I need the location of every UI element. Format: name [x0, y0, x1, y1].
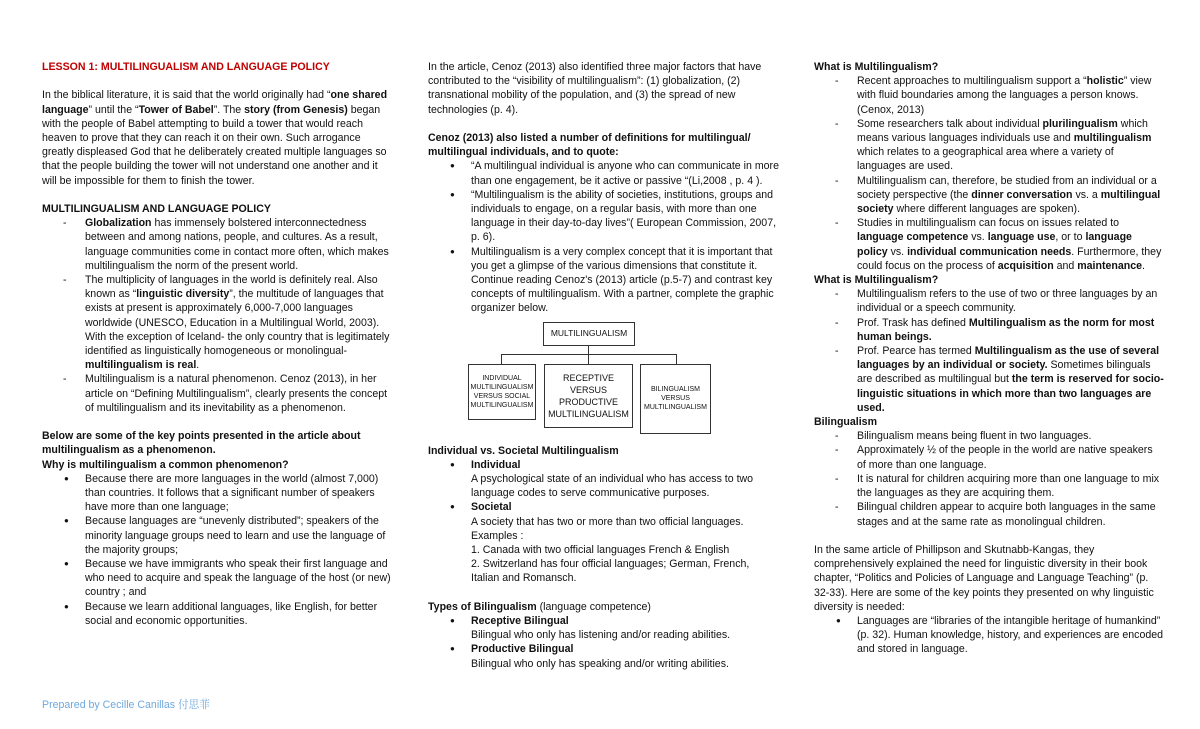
what-item: - Multilingualism refers to the use of two or three languages by an individual or a speech community. — [814, 287, 1164, 315]
why-item: ● Because we have immigrants who speak their first language and who need to acquire and speak the language of the host (or new) country ; and — [42, 557, 394, 600]
why-heading: Why is multilingualism a common phenomenon? — [42, 458, 289, 471]
column-3 — [814, 60, 1164, 657]
what-item: - Recent approaches to multilingualism support a “holistic” view with fluid boundaries among the languages a person knows. (Cenox, 2013) — [814, 74, 1164, 117]
bilingualism-heading: Bilingualism — [814, 416, 877, 429]
factors-paragraph: In the article, Cenoz (2013) also identified three major factors that have contributed to the “visibility of multilingualism”: (1) globalization, (2) transnational mobility of the population, and (3) the spread of new technologies (p. 4). — [428, 61, 762, 116]
why-item: ● Because we learn additional languages, like English, for better social and economic opportunities. — [42, 600, 394, 628]
what-list — [814, 74, 1164, 273]
receptive-text: Bilingual who only has listening and/or reading abilities. — [471, 629, 731, 642]
societal-label: ● Societal — [428, 500, 780, 514]
what-heading-2: What is Multilingualism? — [814, 274, 939, 287]
intro-paragraph: In the biblical literature, it is said that the world originally had “one shared language” until the “Tower of Babel”. The story (from Genesis) began with the people of Babel attempting to build a tower that would reach heaven to prove that they can reach it on their own. Such arrogance greatly displeased God that he deliberately created multiple languages so that the people building the tower will not understand one another and it will be impossible for them to finish the tower. — [42, 89, 388, 187]
examples-label: Examples : — [471, 529, 524, 542]
column-2 — [428, 60, 780, 671]
ind-soc-list-2 — [428, 500, 780, 514]
definitions-heading: Cenoz (2013) also listed a number of definitions for multilingual/ multilingual individuals, and to quote: — [428, 132, 751, 159]
receptive-label: ● Receptive Bilingual — [428, 614, 780, 628]
what-item: - Some researchers talk about individual plurilingualism which means various languages individuals use and multilingualism which relates to a geographical area where a variety of languages are used. — [814, 117, 1164, 174]
policy-item-globalization: - Globalization has immensely bolstered interconnectedness between and among nations, people, and cultures. As a result, language communities come in contact more often, which makes multilingualism the norm of the present world. — [42, 216, 394, 273]
column-1 — [42, 60, 394, 628]
organizer-connector — [588, 354, 589, 364]
types-list — [428, 614, 780, 628]
bilingualism-item: - It is natural for children acquiring more than one language to mix the languages as they are acquiring them. — [814, 472, 1164, 500]
why-item: ● Because languages are “unevenly distributed”; speakers of the minority language groups need to learn and use the language of the majority groups; — [42, 514, 394, 557]
bilingualism-item: - Approximately ½ of the people in the world are native speakers of more than one language. — [814, 443, 1164, 471]
graphic-organizer — [428, 322, 780, 444]
diversity-list — [814, 614, 1164, 657]
lesson-title: LESSON 1: MULTILINGUALISM AND LANGUAGE POLICY — [42, 61, 330, 73]
policy-item-diversity: - The multiplicity of languages in the world is definitely real. Also known as “linguistic diversity”, the multitude of languages that exists at present is approximately 6,000-7,000 languages worldwide (UNESCO, Education in a Multilingual World, 2003). With the exception of Iceland- the only country that is legitimately identified as linguistically homogeneous or monolingual- multilingualism is real. — [42, 273, 394, 372]
what-item: - Prof. Pearce has termed Multilingualism as the use of several languages by an individual or society. Sometimes bilinguals are described as multilingual but the term is reserved for socio-linguistic situations in which more than two languages are used. — [814, 344, 1164, 415]
productive-label: ● Productive Bilingual — [428, 642, 780, 656]
policy-item-natural: - Multilingualism is a natural phenomenon. Cenoz (2013), in her article on “Defining Multilingualism”, clearly presents the concept of multilingualism and its inevitability as a phenomenon. — [42, 372, 394, 415]
organizer-connector — [501, 354, 502, 364]
organizer-top-box: MULTILINGUALISM — [543, 322, 635, 346]
key-points-intro: Below are some of the key points presented in the article about multilingualism as a phenomenon. — [42, 430, 361, 457]
bilingualism-item: - Bilingualism means being fluent in two languages. — [814, 429, 1164, 443]
example-canada: 1. Canada with two official languages French & English — [471, 544, 730, 557]
ind-soc-heading: Individual vs. Societal Multilingualism — [428, 444, 619, 457]
definitions-list — [428, 159, 780, 315]
organizer-box-receptive-productive: RECEPTIVE VERSUS PRODUCTIVE MULTILINGUALISM — [544, 364, 633, 428]
bilingualism-list — [814, 429, 1164, 528]
what-item: - Multilingualism can, therefore, be studied from an individual or a society perspective (the dinner conversation vs. a multilingual society where different languages are spoken). — [814, 174, 1164, 217]
types-heading — [428, 600, 780, 614]
diversity-item: ● Languages are “libraries of the intangible heritage of humankind” (p. 32). Human knowledge, history, and experiences are encoded and stored in language. — [814, 614, 1164, 657]
bilingualism-item: - Bilingual children appear to acquire both languages in the same stages and at the same rate as monolingual children. — [814, 500, 1164, 528]
individual-text: A psychological state of an individual who has access to two language codes to serve communicative purposes. — [471, 473, 754, 500]
individual-label: ● Individual — [428, 458, 780, 472]
types-list-2 — [428, 642, 780, 656]
what-heading: What is Multilingualism? — [814, 61, 939, 73]
prepared-by-footer: Prepared by Cecille Canillas 付思菲 — [42, 699, 210, 711]
example-switzerland: 2. Switzerland has four official languages; German, French, Italian and Romansch. — [471, 558, 750, 585]
what-item: - Prof. Trask has defined Multilingualism as the norm for most human beings. — [814, 316, 1164, 344]
what-item: - Studies in multilingualism can focus on issues related to language competence vs. language use, or to language policy vs. individual communication needs. Furthermore, they could focus on the process of acquisition and maintenance. — [814, 216, 1164, 273]
what-list-2 — [814, 287, 1164, 415]
organizer-connector — [588, 346, 589, 354]
organizer-box-bilingualism-multilingualism: BILINGUALISM VERSUS MULTILINGUALISM — [640, 364, 711, 434]
definition-item: ● “A multilingual individual is anyone who can communicate in more than one engagement, be it active or passive “(Li,2008 , p. 4 ). — [428, 159, 780, 187]
organizer-box-individual-social: INDIVIDUAL MULTILINGUALISM VERSUS SOCIAL MULTILINGUALISM — [468, 364, 536, 420]
section-heading: MULTILINGUALISM AND LANGUAGE POLICY — [42, 203, 271, 215]
definition-item: ● Multilingualism is a very complex concept that it is important that you get a glimpse of the various dimensions that constitute it. Continue reading Cenoz's (2013) article (p.5-7) and contrast key concepts of multilingualism. With a partner, complete the graphic organizer below. — [428, 245, 780, 316]
definition-item: ● “Multilingualism is the ability of societies, institutions, groups and individuals to engage, on a regular basis, with more than one language in their day-to-day lives”( European Commission, 2007, p. 6). — [428, 188, 780, 245]
why-list — [42, 472, 394, 628]
policy-list — [42, 216, 394, 415]
productive-text: Bilingual who only has speaking and/or writing abilities. — [471, 657, 729, 670]
ind-soc-list — [428, 458, 780, 472]
societal-text: A society that has two or more than two official languages. — [471, 515, 744, 528]
types-heading-bold: Types of Bilingualism — [428, 600, 537, 613]
organizer-connector — [676, 354, 677, 364]
why-item: ● Because there are more languages in the world (almost 7,000) than countries. It follows that a significant number of speakers have more than one language; — [42, 472, 394, 515]
phillipson-paragraph: In the same article of Phillipson and Skutnabb-Kangas, they comprehensively explained the need for linguistic diversity in their book chapter, “Politics and Policies of Language and Language Teaching” (p. 32-33). Here are some of the key points they presented on why linguistic diversity is needed: — [814, 543, 1154, 613]
types-heading-suffix: (language competence) — [536, 600, 651, 613]
